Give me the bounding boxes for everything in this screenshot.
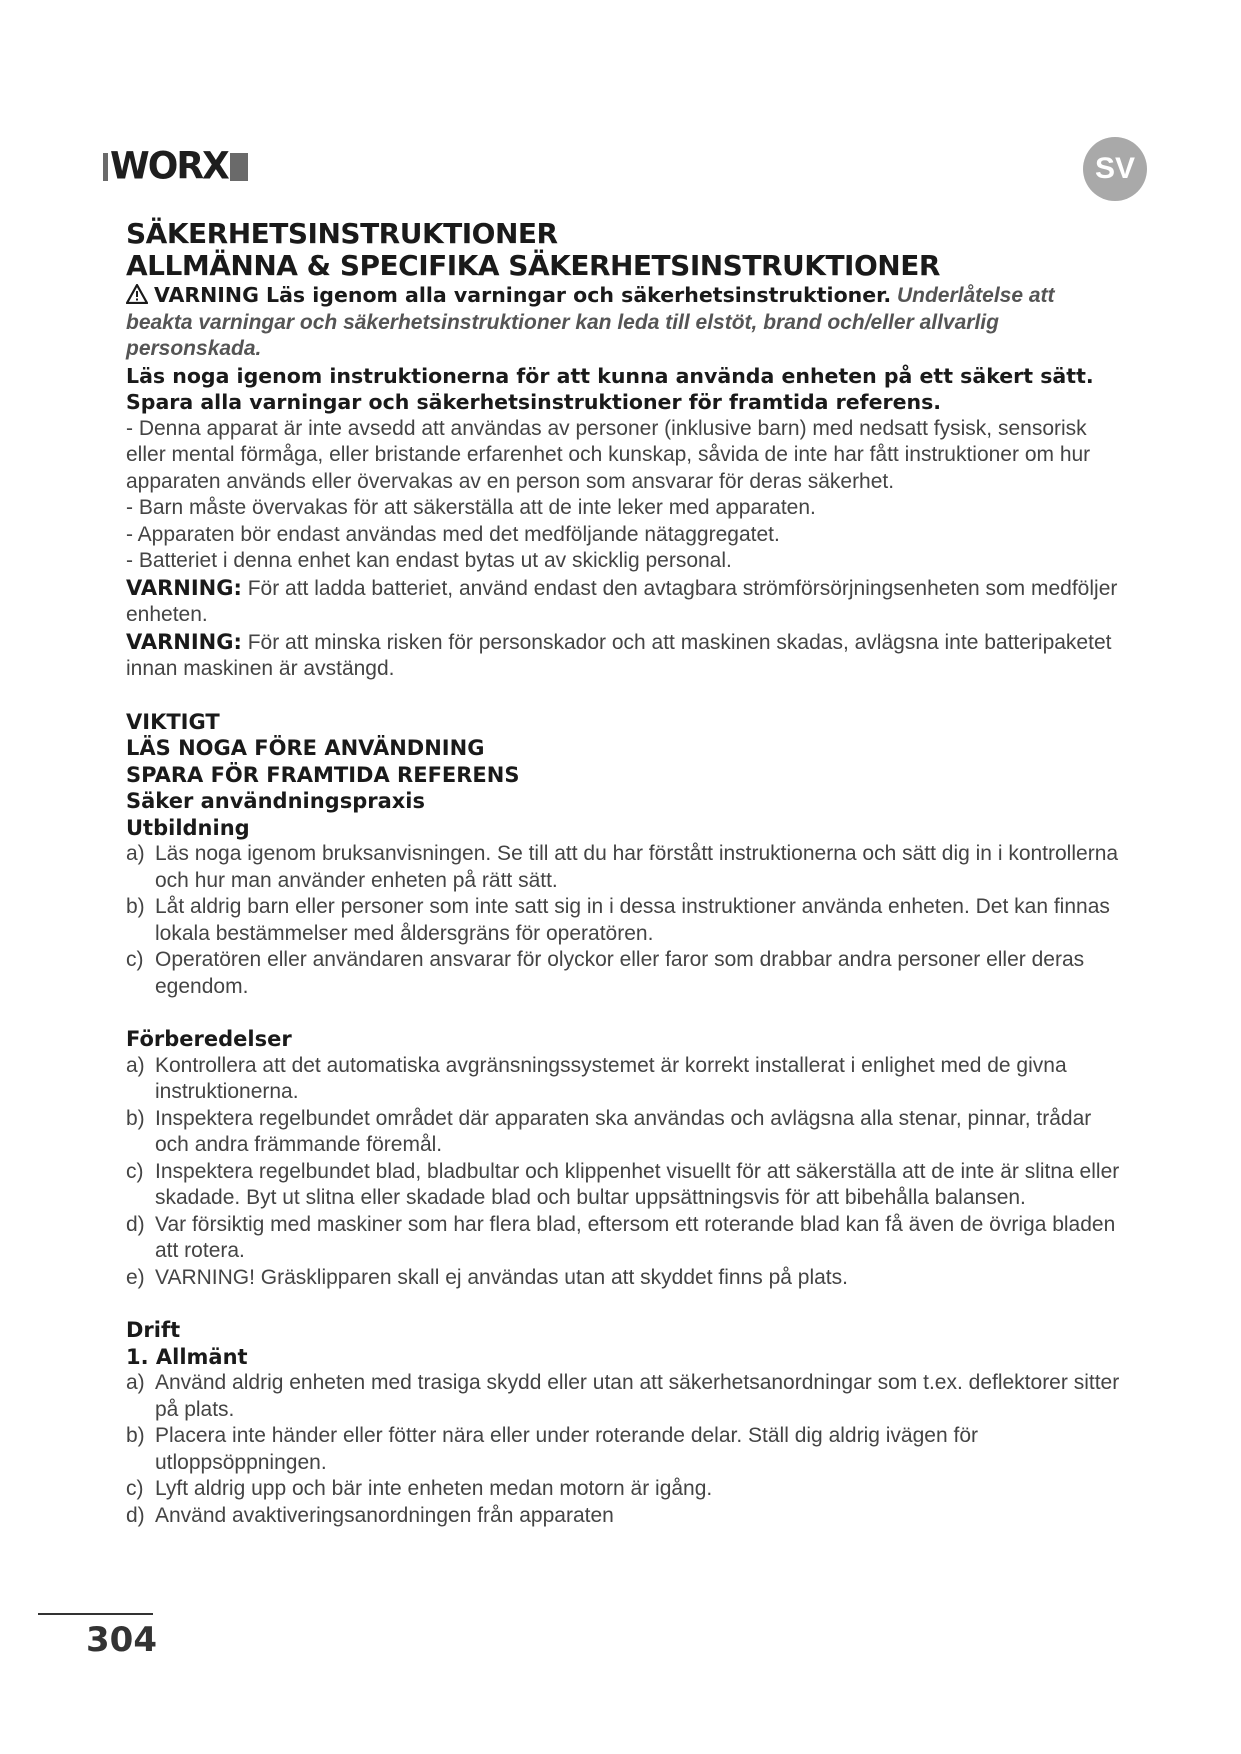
varning-charging xyxy=(126,575,1126,629)
list-marker: b) xyxy=(126,895,145,918)
list-item xyxy=(126,1053,1126,1106)
list-text: Kontrollera att det automatiska avgränsningssystemet är korrekt installerat i enlighet med de givna instruktionerna. xyxy=(155,1053,1067,1103)
varning-text: För att ladda batteriet, använd endast den avtagbara strömförsörjningsenheten som medföljer enheten. xyxy=(126,576,1118,626)
save-all-text: Spara alla varningar och säkerhetsinstruktioner för framtida referens. xyxy=(126,390,942,414)
dash-item: - Denna apparat är inte avsedd att användas av personer (inklusive barn) med nedsatt fysisk, sensorisk eller mental förmåga, eller bristande erfarenhet och kunskap, såvida de inte har fått instruktioner om hur apparaten används eller övervakas av en person som ansvarar för deras säkerhet. xyxy=(126,416,1091,493)
general-heading: 1. Allmänt xyxy=(126,1344,248,1369)
list-item xyxy=(126,841,1126,894)
important-heading: VIKTIGT xyxy=(126,709,220,734)
footer-divider xyxy=(38,1613,153,1615)
save-for-reference-heading: SPARA FÖR FRAMTIDA REFERENS xyxy=(126,762,520,787)
list-marker: a) xyxy=(126,1053,145,1077)
list-marker: a) xyxy=(126,1371,145,1394)
varning-label: VARNING: xyxy=(126,575,242,600)
warning-triangle-icon xyxy=(126,284,148,304)
list-marker: b) xyxy=(126,1106,145,1130)
preparations-heading: Förberedelser xyxy=(126,1027,292,1051)
varning-battery xyxy=(126,629,1126,683)
list-marker: d) xyxy=(126,1212,145,1236)
list-item xyxy=(126,1503,1126,1530)
list-text: Inspektera regelbundet blad, bladbultar och klippenhet visuellt för att säkerställa att de inte är slitna eller skadade. Byt ut slitna eller skadade blad och bultar uppsättningsvis för att bibehålla balansen. xyxy=(155,1159,1120,1209)
list-item xyxy=(126,1476,1126,1503)
list-text: Lyft aldrig upp och bär inte enheten medan motorn är igång. xyxy=(155,1477,713,1500)
language-badge: SV xyxy=(1083,137,1147,201)
list-item xyxy=(126,1159,1126,1212)
page-number: 304 xyxy=(86,1620,157,1660)
dash-item: - Apparaten bör endast användas med det medföljande nätaggregatet. xyxy=(126,522,780,546)
worx-logo xyxy=(103,144,248,188)
list-item xyxy=(126,1265,1126,1292)
list-item xyxy=(126,1212,1126,1265)
varning-label: VARNING: xyxy=(126,629,242,654)
logo-bar-left xyxy=(103,153,108,181)
list-text: Läs noga igenom bruksanvisningen. Se till att du har förstått instruktionerna och sätt dig in i kontrollerna och hur man använder enheten på rätt sätt. xyxy=(155,842,1119,892)
page-subtitle: ALLMÄNNA & SPECIFIKA SÄKERHETSINSTRUKTIONER xyxy=(126,249,940,282)
logo-text: WORX xyxy=(110,144,228,188)
warning-italic-text: Underlåtelse att beakta varningar och säkerhetsinstruktioner kan leda till elstöt, brand och/eller allvarlig personskada. xyxy=(126,284,1055,360)
list-text: Använd avaktiveringsanordningen från apparaten xyxy=(155,1503,614,1527)
list-text: VARNING! Gräsklipparen skall ej användas utan att skyddet finns på plats. xyxy=(155,1265,848,1289)
list-text: Placera inte händer eller fötter nära eller under roterande delar. Ställ dig aldrig ivägen för utloppsöppningen. xyxy=(155,1424,978,1474)
list-marker: c) xyxy=(126,948,144,971)
list-item xyxy=(126,1370,1126,1423)
list-text: Operatören eller användaren ansvarar för olyckor eller faror som drabbar andra personer eller deras egendom. xyxy=(155,948,1085,998)
list-marker: d) xyxy=(126,1503,145,1527)
list-text: Inspektera regelbundet området där apparaten ska användas och avlägsna alla stenar, pinnar, trådar och andra främmande föremål. xyxy=(155,1106,1092,1156)
list-marker: b) xyxy=(126,1424,145,1447)
list-text: Använd aldrig enheten med trasiga skydd eller utan att säkerhetsanordningar som t.ex. deflektorer sitter på plats. xyxy=(155,1371,1120,1421)
page-title: SÄKERHETSINSTRUKTIONER xyxy=(126,217,558,250)
list-text: Var försiktig med maskiner som har flera blad, eftersom ett roterande blad kan få även de övriga bladen att rotera. xyxy=(155,1212,1116,1262)
read-carefully-text: Läs noga igenom instruktionerna för att kunna använda enheten på ett säkert sätt. xyxy=(126,363,1094,388)
warning-heading xyxy=(126,283,891,307)
list-text: Låt aldrig barn eller personer som inte satt sig in i dessa instruktioner använda enheten. Det kan finnas lokala bestämmelser med åldersgräns för operatören. xyxy=(155,895,1110,945)
warning-paragraph xyxy=(126,282,1126,363)
list-item xyxy=(126,1106,1126,1159)
list-marker: c) xyxy=(126,1477,144,1500)
list-item xyxy=(126,947,1126,1000)
list-item xyxy=(126,894,1126,947)
dash-item: - Barn måste övervakas för att säkerställa att de inte leker med apparaten. xyxy=(126,496,816,519)
list-marker: c) xyxy=(126,1159,144,1183)
safe-practice-heading: Säker användningspraxis xyxy=(126,789,426,813)
training-heading: Utbildning xyxy=(126,815,250,840)
varning-text: För att minska risken för personskador och att maskinen skadas, avlägsna inte batteripaketet innan maskinen är avstängd. xyxy=(126,630,1112,680)
list-item xyxy=(126,1423,1126,1476)
warning-bold-text: VARNING Läs igenom alla varningar och säkerhetsinstruktioner. xyxy=(154,283,892,307)
operation-heading: Drift xyxy=(126,1318,181,1342)
dash-item: - Batteriet i denna enhet kan endast bytas ut av skicklig personal. xyxy=(126,549,732,572)
logo-bar-right xyxy=(230,153,248,181)
list-marker: e) xyxy=(126,1265,145,1289)
page-content xyxy=(126,218,1126,1529)
read-before-use-heading: LÄS NOGA FÖRE ANVÄNDNING xyxy=(126,736,485,760)
list-marker: a) xyxy=(126,842,145,865)
